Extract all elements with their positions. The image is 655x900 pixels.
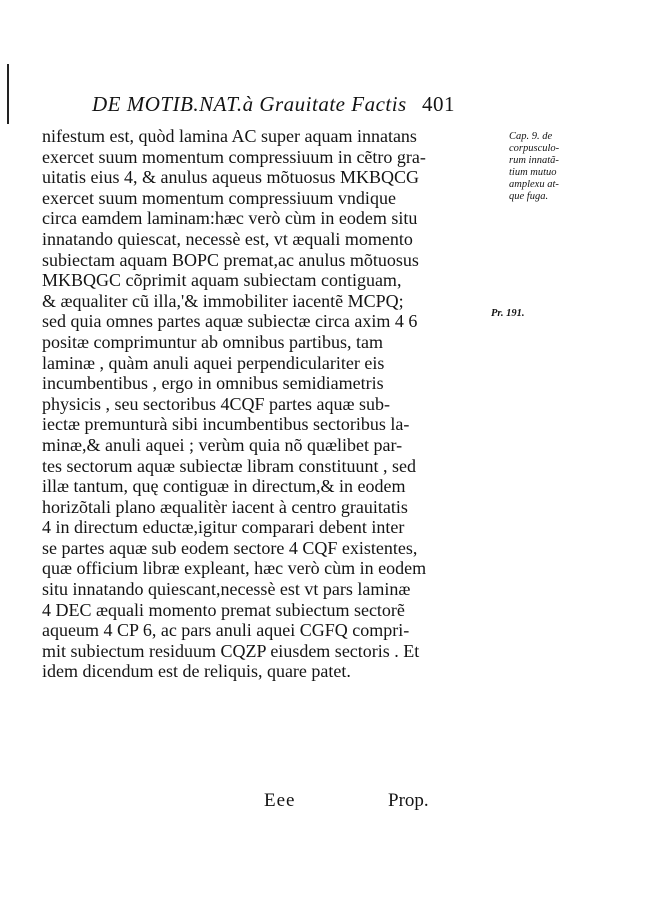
text-line: exercet suum momentum compressiuum in cẽtro gra- [42,146,426,167]
page-edge-mark [7,64,9,124]
text-line: quæ officium libræ expleant, hæc verò cùm in eodem [42,558,427,579]
margin-note-line: corpusculo- [509,143,560,154]
text-line: MKBQGC cõprimit aquam subiectam contiguam, [42,270,402,291]
margin-note-line: rum innatã- [509,155,559,166]
page-number: 401 [422,92,455,116]
text-line: & æqualiter cũ illa,'& immobiliter iacentẽ MCPQ; [42,290,404,311]
text-line: minæ,& anuli aquei ; verùm quia nõ quælibet par- [42,434,403,455]
text-line: idem dicendum est de reliquis, quare patet. [42,661,351,682]
text-line: physicis , seu sectoribus 4CQF partes aquæ sub- [42,393,390,414]
text-line: 4 in directum eductæ,igitur comparari debent inter [42,517,405,538]
text-line: subiectam aquam BOPC premat,ac anulus mõtuosus [42,249,419,270]
text-line: sed quia omnes partes aquæ subiectæ circa axim 4 6 [42,311,418,332]
text-line: innatando quiescat, necessè est, vt æquali momento [42,228,413,249]
text-line: tes sectorum aquæ subiectæ libram constituunt , sed [42,455,416,476]
catchword: Prop. [388,790,429,811]
text-line: incumbentibus , ergo in omnibus semidiametris [42,373,384,394]
running-head-title: DE MOTIB.NAT.à Grauitate Factis [92,92,407,116]
running-head [92,92,492,118]
margin-note-line: que fuga. [509,191,549,202]
text-line: laminæ , quàm anuli aquei perpendiculariter eis [42,352,385,373]
text-line: se partes aquæ sub eodem sectore 4 CQF existentes, [42,537,418,558]
margin-note-line: tium mutuo [509,167,557,178]
margin-note-chapter-reference [509,131,599,203]
text-line: illæ tantum, quę contiguæ in directum,& in eodem [42,476,406,497]
text-line: positæ comprimuntur ab omnibus partibus, tam [42,331,383,352]
body-text [42,126,497,682]
margin-note-line: amplexu at- [509,179,559,190]
signature-mark: Eee [264,790,296,811]
text-line: iectæ premunturà sibi incumbentibus sectoribus la- [42,414,410,435]
text-line: 4 DEC æquali momento premat subiectum sectorẽ [42,599,405,620]
margin-note-proposition-reference: Pr. 191. [491,308,525,319]
text-line: situ innatando quiescant,necessè est vt pars laminæ [42,579,411,600]
text-line: mit subiectum residuum CQZP eiusdem sectoris . Et [42,640,420,661]
text-line: aqueum 4 CP 6, ac pars anuli aquei CGFQ compri- [42,620,410,641]
text-line: nifestum est, quòd lamina AC super aquam innatans [42,126,417,146]
margin-note-line: Cap. 9. de [509,131,553,142]
text-line: uitatis eius 4, & anulus aqueus mõtuosus MKBQCG [42,167,419,188]
text-line: exercet suum momentum compressiuum vndique [42,187,396,208]
text-line: horizõtali plano æqualitèr iacent à centro grauitatis [42,496,408,517]
text-line: circa eamdem laminam:hæc verò cùm in eodem situ [42,208,418,229]
